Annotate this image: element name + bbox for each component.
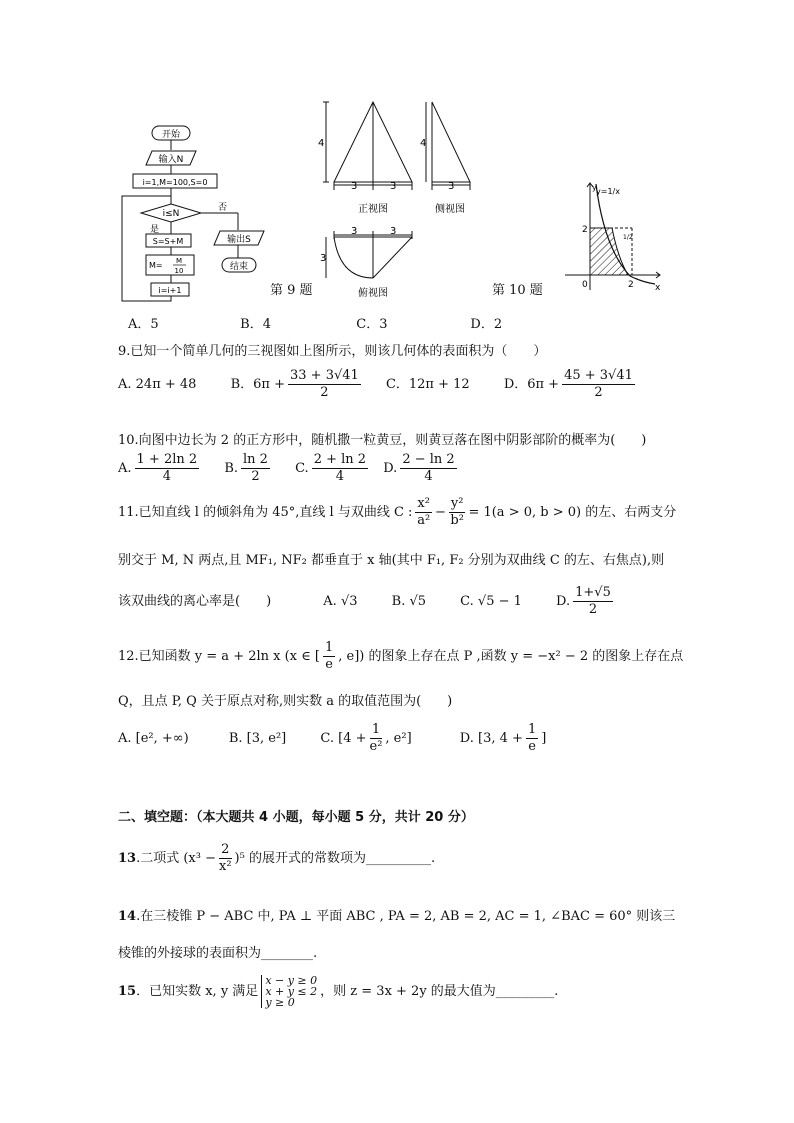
q15-constraint-2: x + y ≤ 2	[265, 985, 318, 998]
q8-option-c: C．3	[356, 317, 388, 332]
q9-option-c: C．12π + 12	[385, 377, 470, 392]
q13-number: 13	[118, 851, 137, 866]
q11-stem-a: 11.已知直线 l 的倾斜角为 45°,直线 l 与双曲线 C :	[118, 505, 413, 520]
dim-front-left: 3	[351, 181, 358, 192]
q14-line1	[118, 905, 675, 924]
q10-b-num: ln 2	[243, 452, 268, 467]
q12-option-a: A. [e², +∞)	[118, 731, 189, 746]
q12-frac-num: 1	[324, 640, 334, 655]
q12-line2: Q，且点 P, Q 关于原点对称,则实数 a 的取值范围为( )	[118, 694, 453, 709]
q8-option-a: A．5	[128, 317, 159, 332]
front-view-label: 正视图	[358, 204, 388, 215]
q12-option-d-prefix: D. [3, 4 +	[459, 731, 523, 746]
q14-text1: .在三棱锥 P − ABC 中, PA ⊥ 平面 ABC , PA = 2, AB = 2, AC = 1, ∠BAC = 60° 则该三	[136, 909, 676, 924]
q15-line	[118, 975, 558, 1008]
dim-front-height: 4	[318, 138, 325, 149]
q9-options	[118, 368, 638, 401]
q8-options	[128, 313, 502, 332]
q11-option-d-label: D.	[556, 594, 571, 609]
q9-d-den: 2	[594, 385, 603, 400]
q12-frac-den: e	[325, 657, 333, 672]
q11-y-num: y²	[450, 496, 464, 511]
x-axis-label: x	[655, 283, 661, 293]
q10-c-num: 2 + ln 2	[313, 452, 367, 467]
q11-x-num: x²	[417, 496, 430, 511]
q10-d-label: D.	[383, 461, 398, 476]
q9-stem: 9.已知一个简单几何的三视图如上图所示，则该几何体的表面积为（ ）	[118, 344, 547, 359]
q11-stem-c: 该双曲线的离心率是( )	[118, 594, 272, 609]
q15-constraint-3: y ≥ 0	[265, 996, 295, 1009]
q9-b-num: 33 + 3√41	[290, 368, 359, 383]
fig9-caption: 第 9 题	[270, 283, 313, 298]
dim-top-left: 3	[351, 226, 358, 237]
q10-d-den: 4	[424, 469, 433, 484]
flow-input: 输入N	[158, 155, 184, 165]
q15-constraints	[261, 975, 317, 1008]
q11-x-den: a²	[417, 513, 431, 528]
flow-init: i=1,M=100,S=0	[142, 178, 208, 187]
q9-option-a: A. 24π + 48	[118, 377, 197, 392]
flow-start: 开始	[161, 130, 181, 140]
q9-option-d-frac	[562, 368, 635, 401]
q8-option-b: B．4	[240, 317, 271, 332]
q12-options	[118, 722, 546, 755]
flow-no: 否	[218, 203, 228, 213]
q14-line2: 棱锥的外接球的表面积为________.	[118, 946, 318, 961]
q11-d-den: 2	[588, 602, 598, 617]
q10-stem: 10.向图中边长为 2 的正方形中，随机撒一粒黄豆，则黄豆落在图中阴影部阶的概率为( )	[118, 433, 647, 448]
q12-option-b: B. [3, e²]	[228, 731, 287, 746]
q10-d-num: 2 − ln 2	[402, 452, 455, 467]
dim-top-height: 3	[320, 253, 327, 264]
y-tick-2: 2	[582, 225, 588, 235]
q11-line3	[118, 585, 616, 618]
q11-option-b: B. √5	[391, 594, 427, 609]
flow-step1: S=S+M	[152, 237, 184, 246]
q10-a-num: 1 + 2ln 2	[136, 452, 198, 467]
fig10-caption: 第 10 题	[492, 283, 543, 298]
curve-label: y=1/x	[596, 187, 620, 196]
q13-stem-a: .二项式 (x³ −	[136, 851, 216, 866]
q10-b-den: 2	[251, 469, 260, 484]
flow-step3: i=i+1	[158, 286, 182, 295]
dim-top-right: 3	[390, 226, 397, 237]
q12-stem-a: 12.已知函数 y = a + 2ln x (x ∈ [	[118, 649, 320, 664]
q10-options	[118, 452, 460, 485]
q13-line	[118, 842, 435, 875]
q12-c-den: e²	[369, 739, 383, 754]
q11-option-a: A. √3	[323, 594, 358, 609]
flow-output: 输出S	[227, 235, 251, 245]
q12-c-num: 1	[370, 722, 383, 739]
q10-a-den: 4	[162, 469, 171, 484]
section-2-heading: 二、填空题：（本大题共 4 小题，每小题 5 分，共计 20 分）	[118, 810, 474, 825]
q9-option-d-prefix: D．6π +	[503, 377, 560, 392]
top-view-label: 俯视图	[358, 288, 388, 299]
q8-option-d: D．2	[470, 317, 503, 332]
origin-label: 0	[582, 280, 588, 290]
q13-frac-den: x²	[219, 859, 232, 874]
flow-step2-left: M=	[149, 261, 163, 270]
side-view-label: 侧视图	[435, 204, 465, 215]
flow-end: 结束	[229, 262, 249, 272]
q11-y-den: b²	[450, 513, 464, 528]
q12-c-suffix: , e²]	[385, 731, 412, 746]
dim-front-right: 3	[390, 181, 397, 192]
q15-stem-b: ，则 z = 3x + 2y 的最大值为_________.	[320, 984, 559, 999]
small-label: 1/2	[623, 234, 633, 241]
q12-d-suffix: ]	[541, 731, 547, 746]
q11-minus: −	[434, 505, 446, 520]
q11-d-num: 1+√5	[575, 585, 611, 600]
three-view-figure	[318, 100, 478, 300]
dim-side-height: 4	[420, 138, 427, 149]
q12-line1	[118, 640, 683, 673]
q9-option-b-prefix: B．6π +	[230, 377, 285, 392]
q10-c-label: C.	[295, 461, 309, 476]
q9-b-den: 2	[320, 385, 329, 400]
q14-number: 14	[118, 909, 137, 924]
q9-option-b-frac	[288, 368, 361, 401]
q15-constraint-1: x − y ≥ 0	[265, 974, 318, 987]
flow-condition: i≤N	[162, 209, 180, 219]
flow-yes: 是	[150, 225, 160, 235]
flow-step2-den: 10	[174, 267, 184, 275]
q9-d-num: 45 + 3√41	[564, 368, 633, 383]
q12-stem-b: , e]) 的图象上存在点 P ,函数 y = −x² − 2 的图象上存在点	[338, 649, 684, 664]
q11-line1	[118, 496, 676, 529]
q12-d-den: e	[528, 739, 536, 754]
y-axis-label: y	[592, 183, 597, 192]
q10-b-label: B.	[224, 461, 238, 476]
q13-stem-b: )⁵ 的展开式的常数项为__________.	[234, 851, 436, 866]
q10-c-den: 4	[335, 469, 345, 484]
q15-number: 15	[118, 984, 137, 999]
q11-option-c: C. √5 − 1	[460, 594, 522, 609]
q13-frac-num: 2	[219, 842, 232, 859]
q12-d-num: 1	[527, 722, 537, 737]
q15-stem-a: ．已知实数 x, y 满足	[136, 984, 259, 999]
flowchart-figure	[118, 120, 278, 305]
flow-step2-num: M	[175, 257, 183, 265]
dim-side-width: 3	[448, 181, 455, 192]
q10-a-label: A.	[118, 461, 132, 476]
q11-stem-b: = 1(a > 0, b > 0) 的左、右两支分	[468, 505, 677, 520]
q11-line2: 别交于 M, N 两点,且 MF₁, NF₂ 都垂直于 x 轴(其中 F₁, F₂ 分别为双曲线 C 的左、右焦点),则	[118, 553, 665, 568]
x-tick-2: 2	[628, 280, 634, 290]
region-figure	[560, 178, 670, 303]
q12-option-c-prefix: C. [4 +	[320, 731, 367, 746]
